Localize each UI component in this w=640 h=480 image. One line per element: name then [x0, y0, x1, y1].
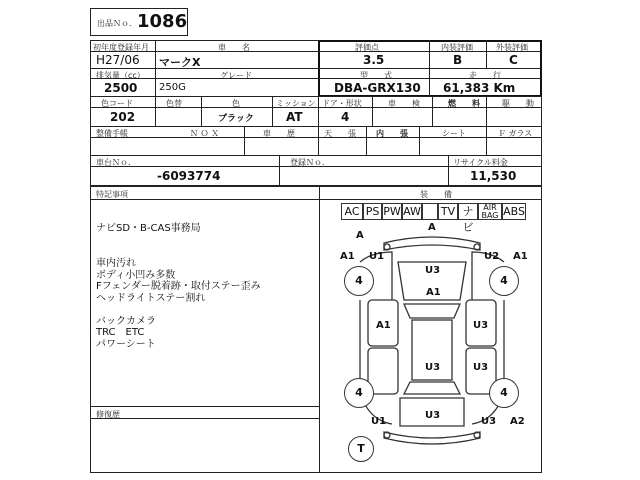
damage-front-left-u1: U1 — [369, 251, 385, 262]
exterior-header: 外装評価 — [496, 43, 528, 52]
exterior-value: C — [509, 53, 518, 67]
lot-number-label: 出品Ｎｏ． — [97, 19, 137, 28]
recycle-value: 11,530 — [470, 169, 517, 183]
tire-rear-left: 4 — [344, 378, 374, 408]
nox-header: Ｎ Ｏ Ｘ — [190, 129, 220, 138]
equipment-aw: AW — [403, 205, 421, 218]
damage-trunk: U3 — [425, 410, 441, 421]
car-name-value: マークX — [159, 56, 201, 69]
tire-rear-right: 4 — [489, 378, 519, 408]
damage-right-quarter: U3 — [473, 362, 489, 373]
damage-front-right-u2: U2 — [484, 251, 500, 262]
damage-left-door: A1 — [376, 320, 391, 331]
damage-front-right-a1: A1 — [513, 251, 528, 262]
drive-header: 駆 動 — [502, 99, 534, 108]
damage-roof: U3 — [425, 362, 441, 373]
damage-right-door: U3 — [473, 320, 489, 331]
damage-rear-right-a2: A2 — [510, 416, 525, 427]
equipment-ac: AC — [341, 203, 363, 220]
notes-block: 車内汚れ ボディ小凹み多数 Fフェンダー脱着跡・取付ステー歪み ヘッドライトステー割れ バックカメラ TRC ETC パワーシート — [96, 258, 261, 350]
lot-number-box — [90, 8, 188, 36]
score-header: 評価点 — [355, 43, 379, 52]
equipment-pw: PW — [383, 205, 401, 218]
equipment-header: 装 備 — [420, 190, 452, 199]
displacement-value: 2500 — [104, 81, 138, 95]
color-header: 色 — [232, 99, 240, 108]
model-value: DBA-GRX130 — [334, 81, 421, 95]
car-name-header: 車 名 — [218, 43, 250, 52]
service-book-header: 整備手帳 — [96, 129, 128, 138]
color-change-header: 色替 — [166, 99, 182, 108]
damage-front-bumper: A — [356, 230, 364, 241]
recycle-header: リサイクル料金 — [453, 158, 508, 167]
damage-rear-right-u3: U3 — [481, 416, 497, 427]
equipment-tv: TV — [438, 203, 458, 220]
chassis-header: 車台Ｎｏ． — [96, 158, 136, 167]
notes-line-1: ナビSD・B-CAS事務局 — [96, 223, 201, 234]
seat-header: シート — [442, 129, 466, 138]
repair-header: 修復歴 — [96, 410, 120, 419]
transmission-header: ミッション — [276, 99, 316, 108]
equipment-abs: ABS — [503, 205, 525, 218]
color-code-header: 色コード — [101, 99, 133, 108]
displacement-header: 排気量（cc） — [96, 71, 145, 80]
grade-value: 250G — [159, 82, 186, 93]
equipment-air-bag: AIR BAG — [478, 203, 502, 220]
equipment-ps: PS — [363, 203, 382, 220]
equipment-ナビ: ナビ — [458, 203, 478, 220]
model-header: 型 式 — [360, 71, 392, 80]
interior-value: B — [453, 53, 463, 67]
tire-front-left: 4 — [344, 266, 374, 296]
chassis-value: -6093774 — [157, 169, 221, 183]
registration-header: 登録Ｎｏ． — [290, 158, 330, 167]
damage-front-left-a1: A1 — [340, 251, 355, 262]
damage-rear-left-u1: U1 — [371, 416, 387, 427]
lot-number-value: 1086 — [137, 11, 188, 32]
glass-header: Ｆ ガラス — [498, 129, 533, 138]
color-value: ブラック — [218, 114, 254, 124]
interior-trim-header: 内 張 — [376, 129, 408, 138]
color-code-value: 202 — [110, 110, 136, 124]
doors-value: 4 — [341, 110, 350, 124]
notes-header: 特記事項 — [96, 190, 128, 199]
transmission-value: AT — [286, 110, 303, 124]
year-value: H27/06 — [96, 53, 140, 67]
equipment-blank — [422, 203, 438, 220]
mileage-value: 61,383 Km — [443, 81, 516, 95]
score-value: 3.5 — [363, 53, 385, 67]
year-header: 初年度登録年月 — [93, 43, 149, 52]
damage-hood-u3: U3 — [425, 265, 441, 276]
grade-header: グレード — [220, 71, 252, 80]
tire-front-right: 4 — [489, 266, 519, 296]
spare-tire: T — [348, 436, 374, 462]
interior-header: 内装評価 — [441, 43, 473, 52]
history-header: 車 歴 — [263, 129, 295, 138]
doors-header: ドア・形状 — [322, 99, 362, 108]
damage-front-top: A — [428, 222, 436, 233]
roof-header: 天 張 — [324, 129, 356, 138]
inspection-header: 車 検 — [388, 99, 420, 108]
mileage-header: 走 行 — [469, 71, 501, 80]
fuel-header: 燃 料 — [448, 99, 480, 108]
damage-hood-a1: A1 — [426, 287, 441, 298]
